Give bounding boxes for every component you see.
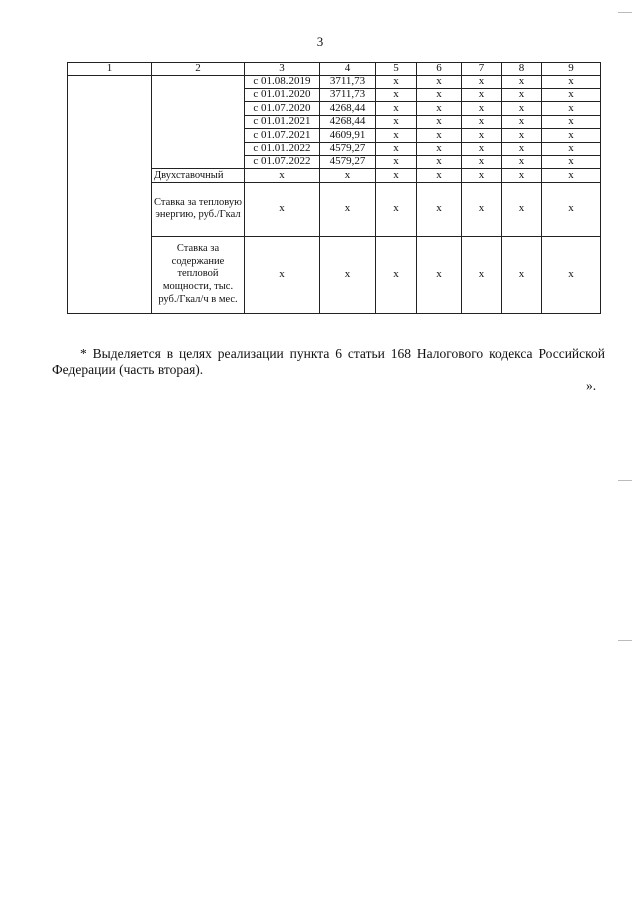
mark-cell: х	[376, 129, 417, 142]
mark-cell: х	[245, 169, 320, 182]
column-header: 5	[376, 63, 417, 76]
period-cell: с 01.07.2020	[245, 102, 320, 115]
mark-cell: х	[376, 169, 417, 182]
mark-cell: х	[502, 182, 542, 236]
scan-edge-mark	[618, 12, 632, 13]
column-header: 6	[417, 63, 462, 76]
mark-cell: х	[376, 142, 417, 155]
mark-cell: х	[502, 88, 542, 101]
tariff-table	[67, 62, 601, 314]
mark-cell: х	[320, 182, 376, 236]
header-row	[68, 63, 601, 76]
mark-cell: х	[542, 129, 601, 142]
column-header: 2	[152, 63, 245, 76]
mark-cell: х	[376, 115, 417, 128]
scan-edge-mark	[618, 640, 632, 641]
mark-cell: х	[462, 155, 502, 168]
mark-cell: х	[542, 75, 601, 88]
mark-cell: х	[376, 182, 417, 236]
mark-cell: х	[542, 236, 601, 313]
mark-cell: х	[502, 75, 542, 88]
mark-cell: х	[462, 115, 502, 128]
mark-cell: х	[417, 142, 462, 155]
org-cell	[68, 75, 152, 313]
mark-cell: х	[542, 142, 601, 155]
mark-cell: х	[376, 75, 417, 88]
column-header: 7	[462, 63, 502, 76]
mark-cell: х	[417, 155, 462, 168]
value-cell: 4579,27	[320, 155, 376, 168]
period-cell: с 01.01.2020	[245, 88, 320, 101]
page-number: 3	[316, 34, 324, 49]
value-cell: 4609,91	[320, 129, 376, 142]
mark-cell: х	[417, 115, 462, 128]
period-cell: с 01.07.2021	[245, 129, 320, 142]
mark-cell: х	[502, 169, 542, 182]
period-cell: с 01.01.2021	[245, 115, 320, 128]
footnote: * Выделяется в целях реализации пункта 6 статьи 168 Налогового кодекса Российской Федерации (часть вторая).	[52, 346, 605, 378]
column-header: 4	[320, 63, 376, 76]
scan-edge-mark	[618, 480, 632, 481]
mark-cell: х	[542, 169, 601, 182]
mark-cell: х	[376, 236, 417, 313]
value-cell: 4268,44	[320, 115, 376, 128]
period-cell: с 01.08.2019	[245, 75, 320, 88]
mark-cell: х	[376, 88, 417, 101]
tariff-group-cell	[152, 75, 245, 169]
mark-cell: х	[462, 169, 502, 182]
mark-cell: х	[320, 169, 376, 182]
mark-cell: х	[417, 102, 462, 115]
value-cell: 4268,44	[320, 102, 376, 115]
mark-cell: х	[320, 236, 376, 313]
mark-cell: х	[376, 155, 417, 168]
mark-cell: х	[502, 142, 542, 155]
column-header: 1	[68, 63, 152, 76]
value-cell: 3711,73	[320, 88, 376, 101]
column-header: 3	[245, 63, 320, 76]
mark-cell: х	[245, 182, 320, 236]
mark-cell: х	[502, 155, 542, 168]
mark-cell: х	[462, 142, 502, 155]
mark-cell: х	[462, 75, 502, 88]
mark-cell: х	[542, 182, 601, 236]
tariff-type-cell: Двухставочный	[152, 169, 245, 182]
mark-cell: х	[502, 115, 542, 128]
energy-rate-cell: Ставка за тепловую энергию, руб./Гкал	[152, 182, 245, 236]
mark-cell: х	[502, 129, 542, 142]
column-header: 8	[502, 63, 542, 76]
mark-cell: х	[462, 102, 502, 115]
mark-cell: х	[417, 236, 462, 313]
mark-cell: х	[542, 88, 601, 101]
mark-cell: х	[417, 75, 462, 88]
mark-cell: х	[502, 236, 542, 313]
period-cell: с 01.01.2022	[245, 142, 320, 155]
mark-cell: х	[542, 115, 601, 128]
column-header: 9	[542, 63, 601, 76]
period-cell: с 01.07.2022	[245, 155, 320, 168]
table-row	[68, 75, 601, 88]
value-cell: 3711,73	[320, 75, 376, 88]
mark-cell: х	[502, 102, 542, 115]
mark-cell: х	[417, 88, 462, 101]
mark-cell: х	[462, 88, 502, 101]
closing-quote-mark: ».	[586, 378, 597, 393]
mark-cell: х	[462, 236, 502, 313]
mark-cell: х	[417, 129, 462, 142]
mark-cell: х	[542, 102, 601, 115]
value-cell: 4579,27	[320, 142, 376, 155]
capacity-rate-cell: Ставка за содержание тепловой мощности, тыс. руб./Гкал/ч в мес.	[152, 236, 245, 313]
mark-cell: х	[542, 155, 601, 168]
mark-cell: х	[376, 102, 417, 115]
mark-cell: х	[417, 169, 462, 182]
mark-cell: х	[462, 129, 502, 142]
mark-cell: х	[245, 236, 320, 313]
mark-cell: х	[462, 182, 502, 236]
mark-cell: х	[417, 182, 462, 236]
